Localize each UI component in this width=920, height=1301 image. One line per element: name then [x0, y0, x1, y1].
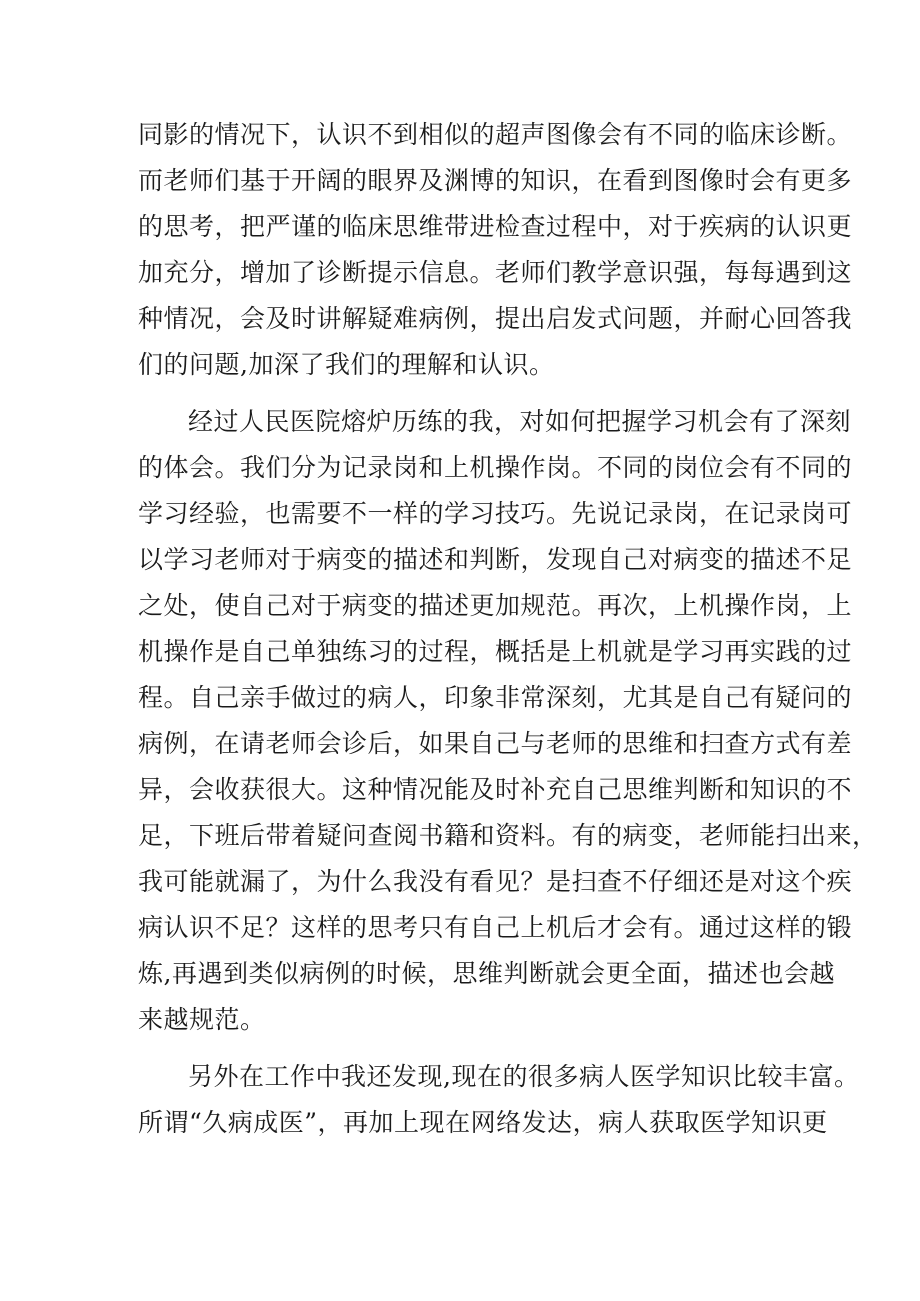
text-line: 学习经验，也需要不一样的学习技巧。先说记录岗，在记录岗可 [138, 499, 853, 528]
text-line: 而老师们基于开阔的眼界及渊博的知识，在看到图像时会有更多 [138, 166, 853, 195]
text-line: 以学习老师对于病变的描述和判断，发现自己对病变的描述不足 [138, 545, 853, 574]
text-line: 的体会。我们分为记录岗和上机操作岗。不同的岗位会有不同的 [138, 453, 853, 482]
text-line: 程。自己亲手做过的病人，印象非常深刻，尤其是自己有疑问的 [138, 683, 853, 712]
text-line: 异，会收获很大。这种情况能及时补充自己思维判断和知识的不 [138, 775, 853, 804]
paragraph-3 [138, 1054, 860, 1146]
text-line: 的思考，把严谨的临床思维带进检查过程中，对于疾病的认识更 [138, 212, 853, 241]
text-line: 病认识不足？这样的思考只有自己上机后才会有。通过这样的锻 [138, 913, 853, 942]
text-line: 机操作是自己单独练习的过程，概括是上机就是学习再实践的过 [138, 637, 853, 666]
document-body [138, 112, 878, 1146]
text-line: 之处，使自己对于病变的描述更加规范。再次，上机操作岗，上 [138, 591, 853, 620]
text-line: 们的问题,加深了我们的理解和认识。 [138, 350, 555, 379]
text-line: 足，下班后带着疑问查阅书籍和资料。有的病变，老师能扫出来， [138, 821, 878, 850]
paragraph-spacer [138, 388, 798, 399]
text-line: 来越规范。 [138, 1005, 266, 1034]
text-line: 所谓“久病成医”，再加上现在网络发达，病人获取医学知识更 [138, 1108, 828, 1137]
text-line: 我可能就漏了，为什么我没有看见？是扫查不仔细还是对这个疾 [138, 867, 853, 896]
paragraph-1 [138, 112, 853, 388]
text-line: 种情况，会及时讲解疑难病例，提出启发式问题，并耐心回答我 [138, 304, 853, 333]
text-line: 同影的情况下，认识不到相似的超声图像会有不同的临床诊断。 [138, 120, 853, 149]
text-line: 炼,再遇到类似病例的时候，思维判断就会更全面，描述也会越 [138, 959, 835, 988]
paragraph-spacer [138, 1043, 798, 1054]
text-line: 经过人民医院熔炉历练的我，对如何把握学习机会有了深刻 [188, 407, 852, 436]
paragraph-2 [138, 399, 878, 1043]
text-line: 加充分，增加了诊断提示信息。老师们教学意识强，每每遇到这 [138, 258, 853, 287]
text-line: 病例，在请老师会诊后，如果自己与老师的思维和扫查方式有差 [138, 729, 853, 758]
text-line: 另外在工作中我还发现,现在的很多病人医学知识比较丰富。 [188, 1062, 860, 1091]
